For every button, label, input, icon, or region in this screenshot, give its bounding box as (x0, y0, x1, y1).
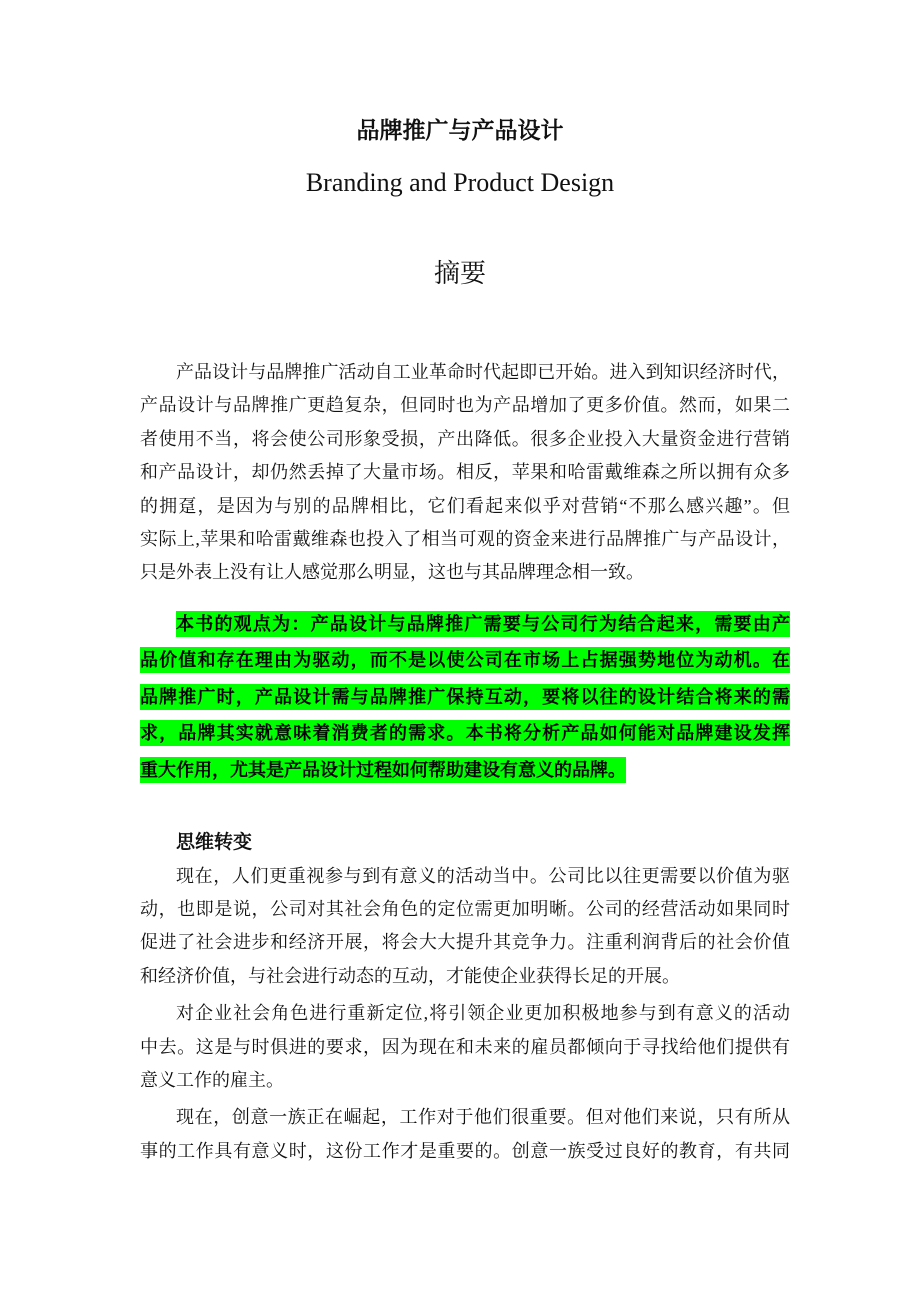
text-line: 者使用不当，将会使公司形象受损，产出降低。很多企业投入大量资金进行营销 (140, 428, 790, 449)
text-line (140, 606, 790, 643)
highlighted-text: 品牌推广时，产品设计需与品牌推广保持互动，要将以往的设计结合将来的需 (140, 684, 790, 710)
highlighted-text: 品价值和存在理由为驱动，而不是以使公司在市场上占据强势地位为动机。在 (140, 647, 790, 673)
abstract-paragraph-1 (140, 356, 790, 590)
highlighted-paragraph (140, 606, 790, 789)
document-body (140, 356, 790, 1168)
document-title: 品牌推广与产品设计 (356, 117, 564, 143)
text-line: 产品设计与品牌推广活动自工业革命时代起即已开始。进入到知识经济时代， (176, 362, 790, 382)
highlighted-text: 重大作用，尤其是产品设计过程如何帮助建设有意义的品牌。 (140, 757, 626, 783)
text-line: 中去。这是与时俱进的要求，因为现在和未来的雇员都倾向于寻找给他们提供有 (140, 1036, 790, 1057)
document-subtitle: Branding and Product Design (305, 168, 615, 197)
text-line (140, 715, 790, 752)
section-subheading: 思维转变 (176, 832, 253, 854)
text-line: 现在，创意一族正在崛起，工作对于他们很重要。但对他们来说，只有所从 (176, 1107, 790, 1128)
text-line: 事的工作具有意义时，这份工作才是重要的。创意一族受过良好的教育，有共同 (140, 1140, 790, 1161)
body-paragraph-2 (140, 997, 790, 1097)
text-line: 促进了社会进步和经济开展，将会大大提升其竞争力。注重利润背后的社会价值 (140, 932, 790, 953)
text-line: 产品设计与品牌推广更趋复杂，但同时也为产品增加了更多价值。然而，如果二 (140, 395, 790, 416)
highlighted-text: 本书的观点为：产品设计与品牌推广需要与公司行为结合起来，需要由产 (176, 611, 790, 637)
text-line: 动，也即是说，公司对其社会角色的定位需更加明晰。公司的经营活动如果同时 (140, 899, 790, 920)
text-line (140, 752, 790, 789)
text-line: 意义工作的雇主。 (140, 1069, 284, 1090)
text-line: 只是外表上没有让人感觉那么明显，这也与其品牌理念相一致。 (140, 562, 644, 583)
abstract-heading: 摘要 (433, 259, 486, 288)
body-paragraph-1 (140, 860, 790, 994)
body-paragraph-3 (140, 1101, 790, 1168)
text-line (140, 642, 790, 679)
text-line (140, 679, 790, 716)
text-line: 对企业社会角色进行重新定位,将引领企业更加积极地参与到有意义的活动 (176, 1003, 790, 1024)
text-line: 现在，人们更重视参与到有意义的活动当中。公司比以往更需要以价值为驱 (176, 865, 790, 886)
text-line: 实际上,苹果和哈雷戴维森也投入了相当可观的资金来进行品牌推广与产品设计， (140, 528, 790, 549)
text-line: 和经济价值，与社会进行动态的互动，才能使企业获得长足的开展。 (140, 965, 680, 986)
text-line: 和产品设计，却仍然丢掉了大量市场。相反，苹果和哈雷戴维森之所以拥有众多 (140, 462, 790, 483)
highlighted-text: 求，品牌其实就意味着消费者的需求。本书将分析产品如何能对品牌建设发挥 (140, 720, 790, 746)
text-line: 的拥趸，是因为与别的品牌相比，它们看起来似乎对营销“不那么感兴趣”。但 (140, 495, 790, 516)
